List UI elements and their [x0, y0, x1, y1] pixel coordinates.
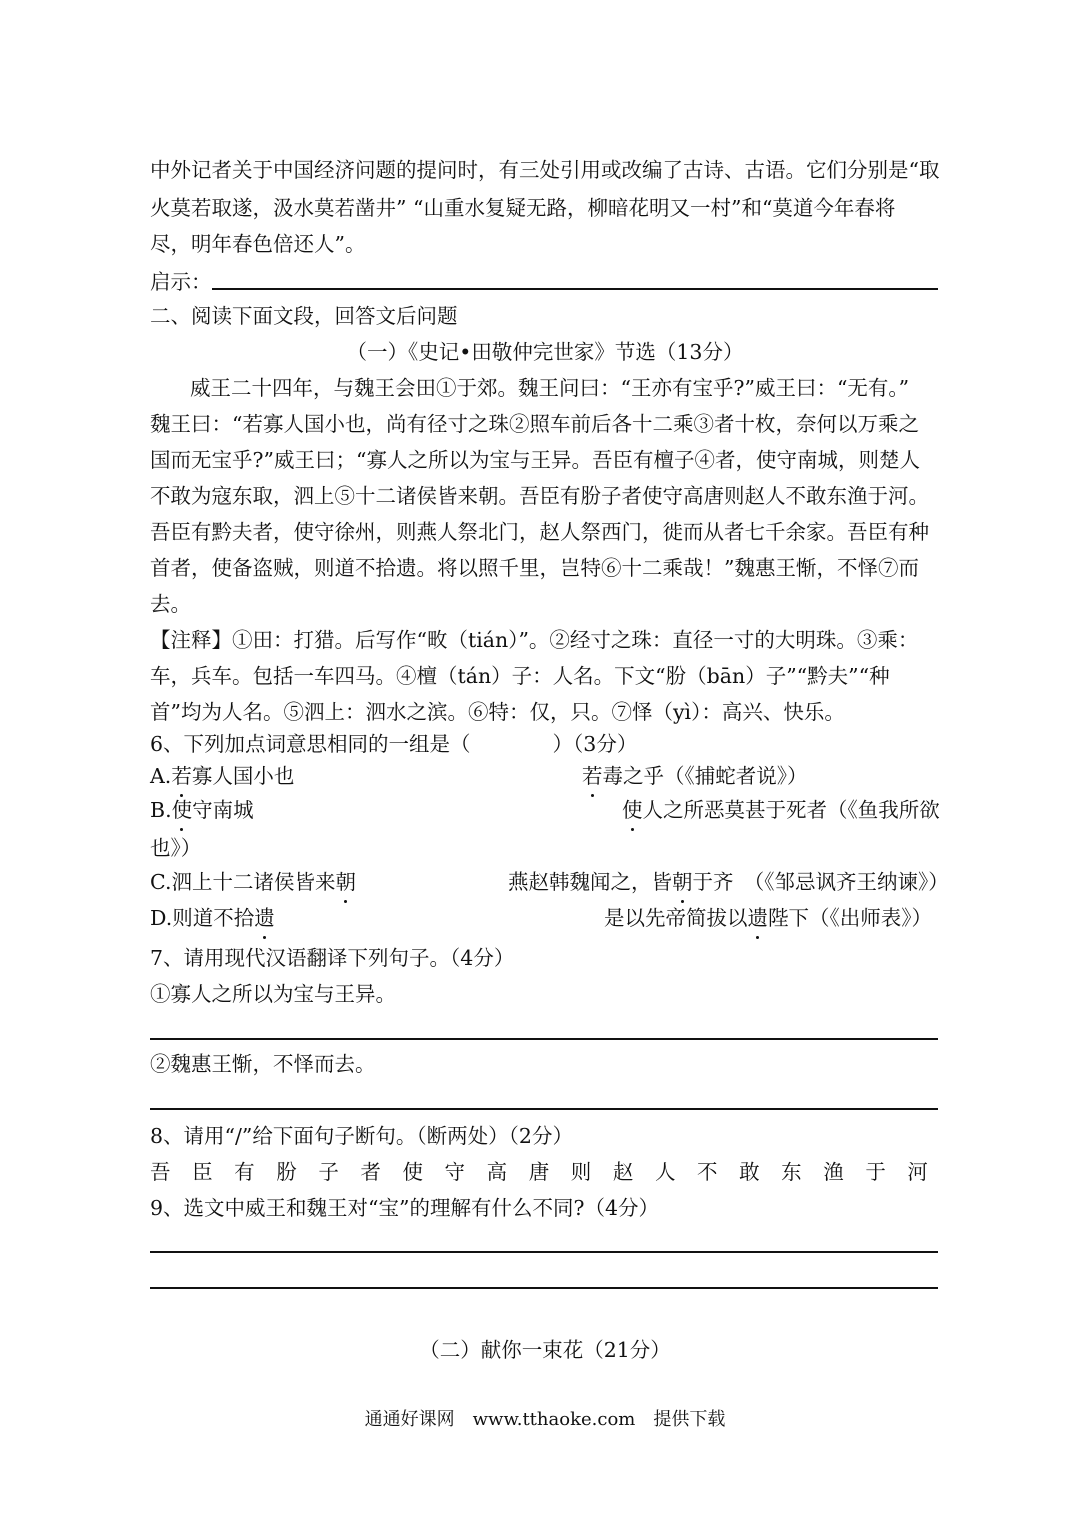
q7-sentence-1: ①寡人之所以为宝与王异。 — [150, 982, 396, 1006]
emphasis-dot-word: 若 — [171, 758, 192, 794]
intro-line-1: 中外记者关于中国经济问题的提问时，有三处引用或改编了古诗、古语。它们分别是“取 — [150, 158, 940, 182]
intro-line-2: 火莫若取遂，汲水莫若凿井” “山重水复疑无路，柳暗花明又一村”和“莫道今年春将 — [150, 196, 896, 220]
q8-char: 于 — [865, 1160, 886, 1184]
q7-answer-line-2[interactable] — [150, 1108, 938, 1110]
q6-option-c-right: 燕赵韩魏闻之，皆朝于齐 （《邹忌讽齐王纳谏》） — [508, 864, 949, 900]
q9-answer-line-2[interactable] — [150, 1287, 938, 1289]
passage-subtitle: （一）《史记•田敬仲完世家》节选（13分） — [346, 340, 744, 364]
emphasis-dot-word: 使 — [622, 792, 643, 828]
q8-char: 高 — [486, 1160, 508, 1184]
q8-char: 则 — [570, 1160, 592, 1184]
q6-stem: 6、下列加点词意思相同的一组是（ ）（3分） — [150, 732, 638, 756]
q8-char: 人 — [654, 1160, 676, 1184]
q6-option-d-right: 是以先帝简拔以遗陛下（《出师表》） — [604, 900, 932, 936]
q9-stem: 9、选文中威王和魏王对“宝”的理解有什么不同?（4分） — [150, 1196, 660, 1220]
q8-char: 河 — [907, 1160, 928, 1184]
emphasis-dot-word: 朝 — [335, 864, 356, 900]
q8-char: 者 — [360, 1160, 381, 1184]
q6-option-a-left: A.若寡人国小也 — [150, 758, 294, 794]
q8-char: 子 — [318, 1160, 339, 1184]
notes-line: 【注释】①田：打猎。后写作“畋（tián）”。②经寸之珠：直径一寸的大明珠。③乘： — [150, 628, 919, 652]
q6-option-c-left: C.泗上十二诸侯皆来朝 — [150, 864, 356, 900]
emphasis-dot-word: 遗 — [748, 900, 769, 936]
emphasis-dot-word: 朝 — [672, 864, 693, 900]
emphasis-dot-word: 若 — [582, 758, 603, 794]
passage-line: 魏王曰：“若寡人国小也，尚有径寸之珠②照车前后各十二乘③者十枚，奈何以万乘之 — [150, 412, 919, 436]
q6-option-b-left: B.使守南城 — [150, 792, 254, 828]
emphasis-dot-word: 遗 — [254, 900, 275, 936]
q8-stem: 8、请用“/”给下面句子断句。（断两处）（2分） — [150, 1124, 573, 1148]
q7-stem: 7、请用现代汉语翻译下列句子。（4分） — [150, 946, 515, 970]
q6-option-a-right: 若毒之乎（《捕蛇者说》） — [582, 758, 808, 794]
q6-option-d-left: D.则道不拾遗 — [150, 900, 275, 936]
q7-sentence-2: ②魏惠王惭，不怿而去。 — [150, 1052, 376, 1076]
q8-char: 使 — [402, 1160, 423, 1184]
intro-line-3: 尽，明年春色倍还人”。 — [150, 232, 366, 256]
q8-char: 唐 — [528, 1160, 550, 1184]
part2-subtitle: （二）献你一束花（21分） — [419, 1338, 671, 1362]
section-heading: 二、阅读下面文段，回答文后问题 — [150, 304, 458, 328]
q6-option-b-wrap: 也》） — [150, 836, 202, 860]
notes-line: 车，兵车。包括一车四马。④檀（tán）子：人名。下文“肦（bān）子”“黔夫”“种 — [150, 664, 890, 688]
hint-label: 启示： — [150, 270, 212, 294]
q6-option-b-right: 使人之所恶莫甚于死者（《鱼我所欲 — [622, 792, 940, 828]
q8-char: 守 — [444, 1160, 466, 1184]
q8-char: 肦 — [276, 1160, 297, 1184]
passage-line: 不敢为寇东取，泗上⑤十二诸侯皆来朝。吾臣有肦子者使守高唐则赵人不敢东渔于河。 — [150, 484, 929, 508]
q8-char: 敢 — [739, 1160, 760, 1184]
q8-char: 臣 — [192, 1160, 213, 1184]
q8-char: 赵 — [612, 1160, 634, 1184]
passage-line: 威王二十四年，与魏王会田①于郊。魏王问曰：“王亦有宝乎?”威王曰：“无有。” — [190, 376, 910, 400]
passage-line: 去。 — [150, 592, 191, 616]
passage-line: 国而无宝乎?”威王曰；“寡人之所以为宝与王异。吾臣有檀子④者，使守南城，则楚人 — [150, 448, 920, 472]
q8-char: 不 — [697, 1160, 718, 1184]
q8-char: 有 — [234, 1160, 255, 1184]
q9-answer-line-1[interactable] — [150, 1251, 938, 1253]
q8-char: 渔 — [823, 1160, 844, 1184]
passage-line: 吾臣有黔夫者，使守徐州，则燕人祭北门，赵人祭西门，徙而从者七千余家。吾臣有种 — [150, 520, 929, 544]
page-footer: 通通好课网 www.tthaoke.com 提供下载 — [364, 1409, 726, 1430]
q7-answer-line-1[interactable] — [150, 1038, 938, 1040]
passage-line: 首者，使备盗贼，则道不拾遗。将以照千里，岂特⑥十二乘哉！”魏惠王惭，不怿⑦而 — [150, 556, 919, 580]
q8-sentence — [150, 1154, 928, 1190]
notes-line: 首”均为人名。⑤泗上：泗水之滨。⑥特：仅，只。⑦怿（yì）：高兴、快乐。 — [150, 700, 845, 724]
q8-char: 吾 — [150, 1160, 171, 1184]
hint-answer-line[interactable] — [212, 288, 938, 290]
q8-char: 东 — [781, 1160, 802, 1184]
emphasis-dot-word: 使 — [172, 792, 193, 828]
